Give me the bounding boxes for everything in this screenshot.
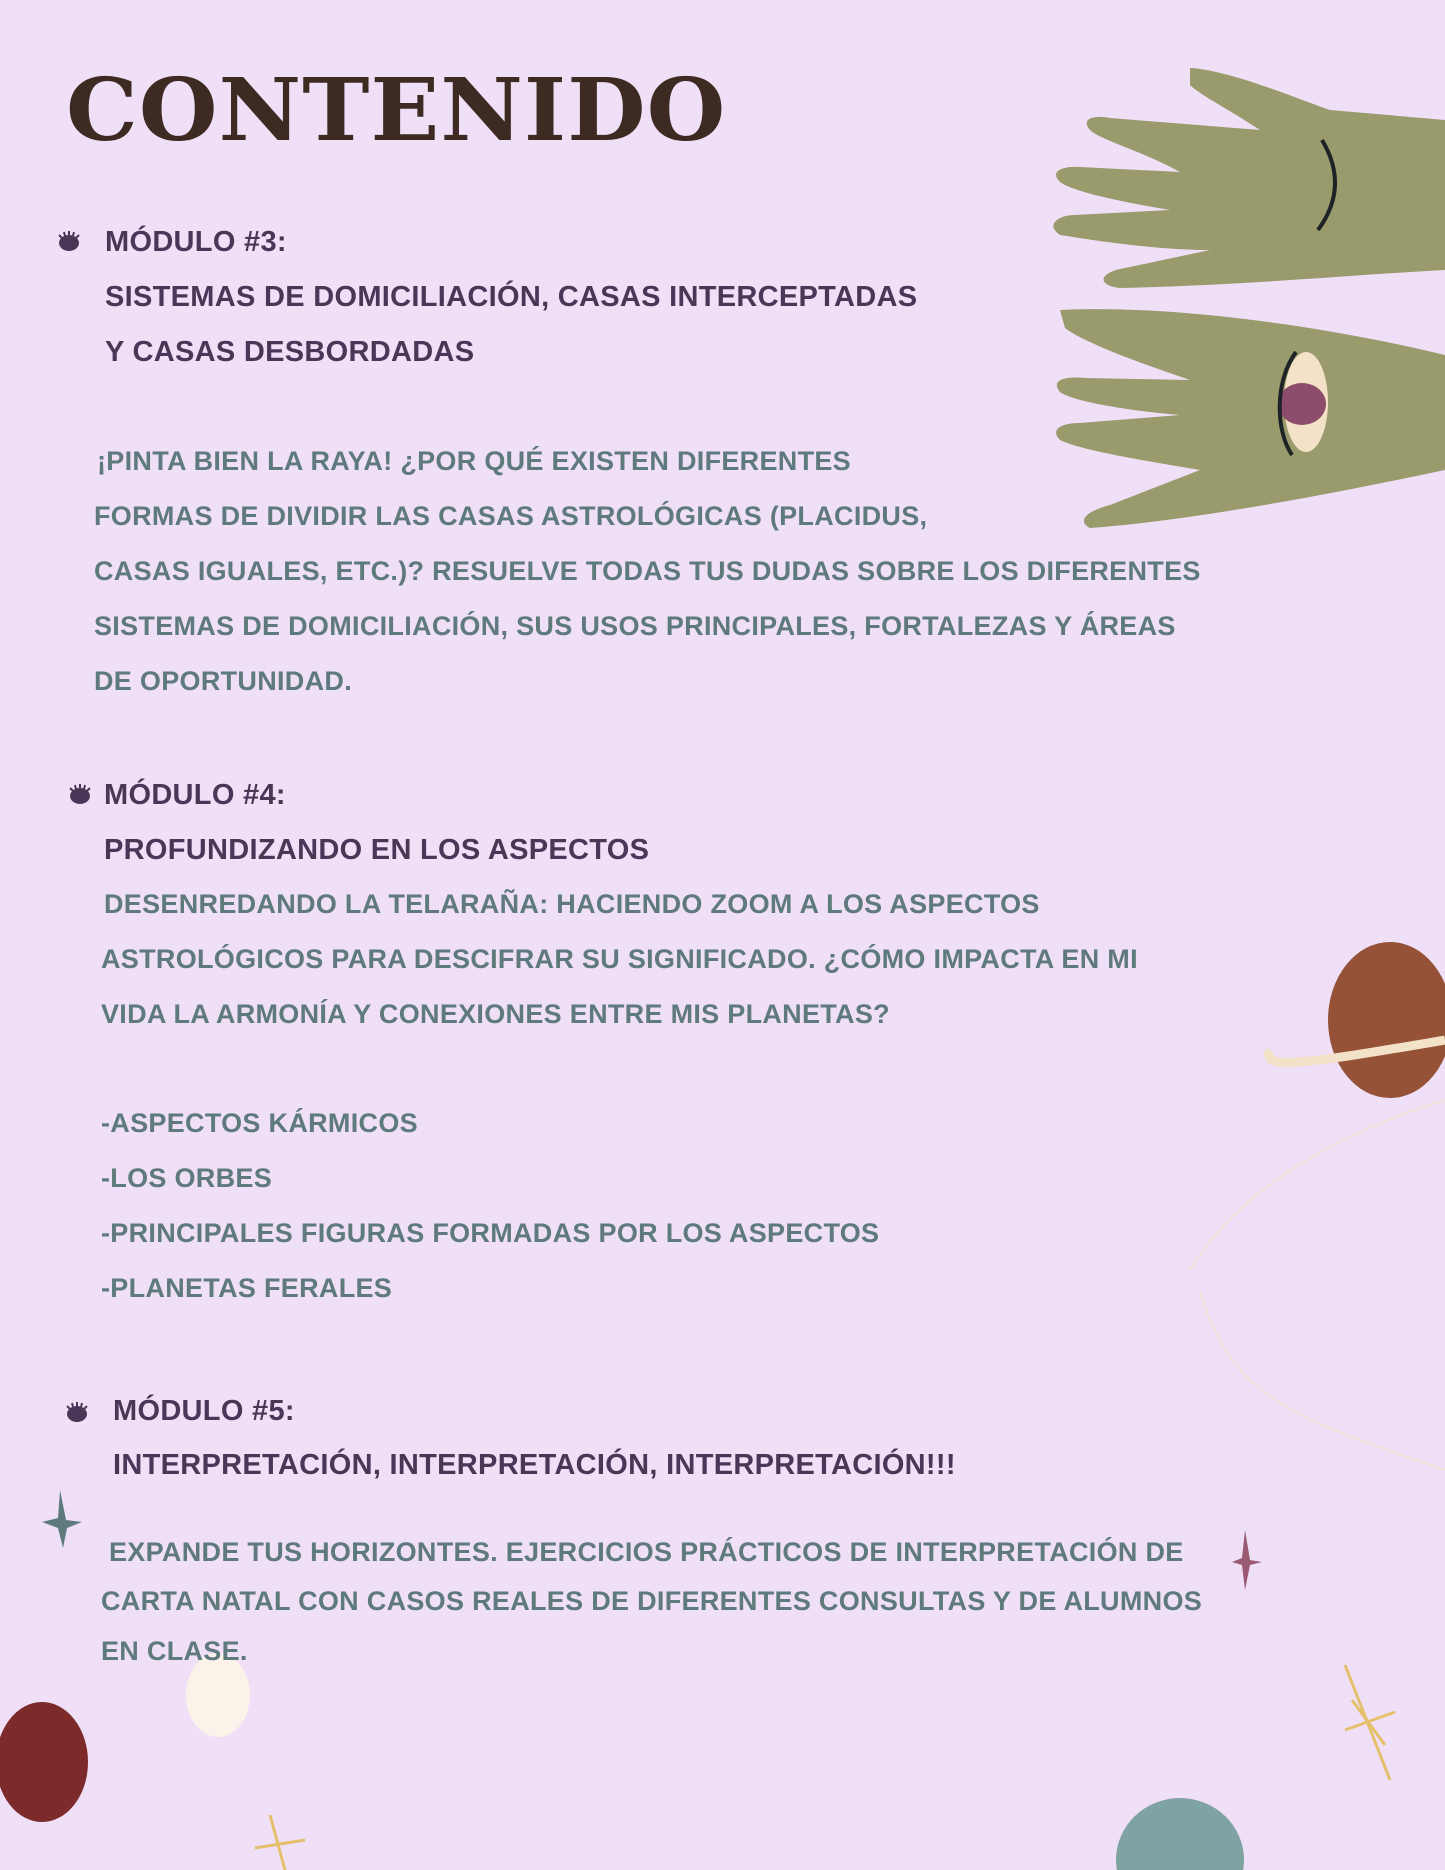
- module-4-list-item: -LOS ORBES: [101, 1163, 273, 1193]
- star-icon: [1232, 1530, 1262, 1590]
- module-3-label: MÓDULO #3:: [105, 226, 287, 258]
- star-icon: [42, 1490, 82, 1548]
- page-title: CONTENIDO: [66, 60, 727, 161]
- red-planet-illustration: [0, 1702, 88, 1822]
- hand-closed-eye-illustration: [1053, 68, 1445, 288]
- module-3-description: SISTEMAS DE DOMICILIACIÓN, SUS USOS PRINCIPALES, FORTALEZAS Y ÁREAS: [94, 611, 1176, 641]
- module-5-description: CARTA NATAL CON CASOS REALES DE DIFERENTES CONSULTAS Y DE ALUMNOS: [101, 1586, 1203, 1616]
- module-3-title: Y CASAS DESBORDADAS: [105, 336, 475, 368]
- eye-bullet-icon: [62, 1400, 92, 1424]
- module-3-description: ¡PINTA BIEN LA RAYA! ¿POR QUÉ EXISTEN DIFERENTES: [97, 446, 851, 476]
- hand-open-eye-illustration: [1056, 309, 1445, 528]
- module-4-label: MÓDULO #4:: [104, 779, 286, 811]
- module-5-label: MÓDULO #5:: [113, 1395, 295, 1427]
- module-3-title: SISTEMAS DE DOMICILIACIÓN, CASAS INTERCEPTADAS: [105, 281, 918, 313]
- module-3-description: CASAS IGUALES, ETC.)? RESUELVE TODAS TUS DUDAS SOBRE LOS DIFERENTES: [94, 556, 1201, 586]
- module-5-description: EXPANDE TUS HORIZONTES. EJERCICIOS PRÁCTICOS DE INTERPRETACIÓN DE: [109, 1537, 1184, 1567]
- module-4-description: ASTROLÓGICOS PARA DESCIFRAR SU SIGNIFICADO. ¿CÓMO IMPACTA EN MI: [101, 944, 1138, 974]
- blue-planet-illustration: [1116, 1798, 1244, 1870]
- module-4-title: PROFUNDIZANDO EN LOS ASPECTOS: [104, 834, 650, 866]
- swirl-lines: [1190, 1100, 1445, 1470]
- module-4-description: VIDA LA ARMONÍA Y CONEXIONES ENTRE MIS PLANETAS?: [101, 999, 890, 1029]
- ringed-planet-illustration: [1269, 942, 1445, 1098]
- eye-bullet-icon: [54, 229, 84, 253]
- module-4-description: DESENREDANDO LA TELARAÑA: HACIENDO ZOOM A LOS ASPECTOS: [104, 889, 1040, 919]
- module-5-description: EN CLASE.: [101, 1636, 248, 1666]
- module-5-title: INTERPRETACIÓN, INTERPRETACIÓN, INTERPRETACIÓN!!!: [113, 1449, 956, 1481]
- module-3-description: DE OPORTUNIDAD.: [94, 666, 353, 696]
- module-4-list-item: -PLANETAS FERALES: [101, 1273, 393, 1303]
- module-4-list-item: -ASPECTOS KÁRMICOS: [101, 1108, 418, 1138]
- module-4-list-item: -PRINCIPALES FIGURAS FORMADAS POR LOS ASPECTOS: [101, 1218, 880, 1248]
- eye-bullet-icon: [65, 782, 95, 806]
- module-3-description: FORMAS DE DIVIDIR LAS CASAS ASTROLÓGICAS (PLACIDUS,: [94, 501, 928, 531]
